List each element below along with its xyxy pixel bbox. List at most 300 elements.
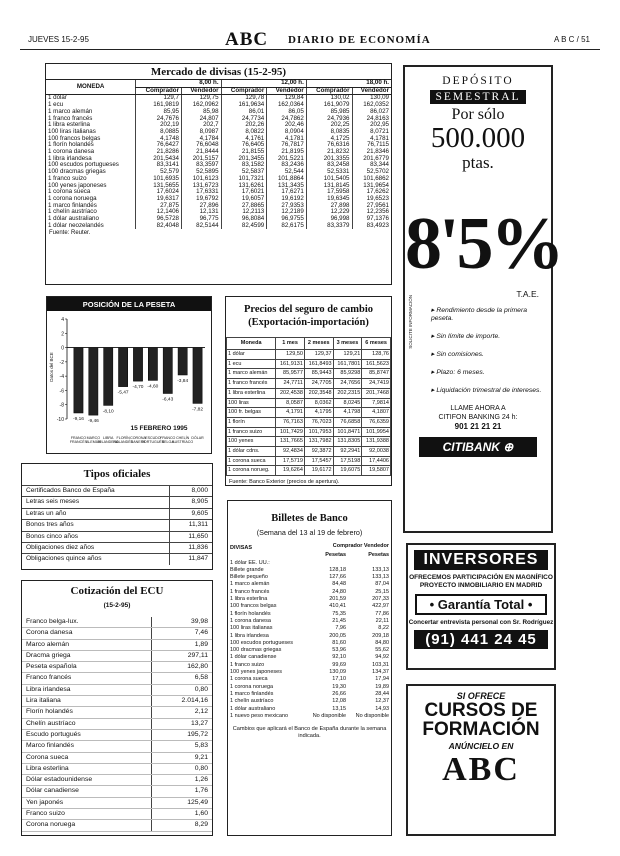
ecu-value: 2,12 <box>151 707 212 718</box>
rate-cell: 24,7656 <box>333 379 362 389</box>
rate-cell: 24,7734 <box>221 116 267 123</box>
chart-category-label: ESCUDO PORTUGUÉS <box>141 436 165 445</box>
currency-name: Corona danesa <box>22 628 151 639</box>
currency-name: 1 dólar <box>227 350 276 360</box>
rate-cell: 83,2458 <box>306 162 352 169</box>
ad-call-line1: LLAME AHORA A <box>450 405 506 412</box>
ad-bullet: ▸ Sin límite de importe. <box>431 333 501 340</box>
table-row <box>22 628 212 639</box>
rate-cell: 161,9634 <box>221 102 267 109</box>
currency-name: 100 dracmas griegas <box>48 168 106 176</box>
table-row <box>227 447 391 457</box>
table-row <box>22 617 212 628</box>
rate-name: Bonos cinco años <box>22 531 169 542</box>
rate-cell: 12,131 <box>182 209 222 216</box>
column-header: 6 meses <box>362 338 391 350</box>
rate-cell: 201,5221 <box>267 156 307 163</box>
ecu-value: 195,72 <box>151 729 212 740</box>
table-row <box>228 611 391 618</box>
rate-cell: 76,6858 <box>333 417 362 427</box>
rate-cell: 201,3355 <box>306 156 352 163</box>
sell-value: 133,13 <box>372 574 389 581</box>
exchange-insurance-source: Fuente: Banco Exterior (precios de apertura). <box>229 479 340 486</box>
ecu-value: 13,27 <box>151 718 212 729</box>
rate-cell: 24,7676 <box>136 116 182 123</box>
ecu-title: Cotización del ECU <box>70 585 164 597</box>
table-row <box>22 752 212 763</box>
column-header: 2 meses <box>304 338 333 350</box>
sell-value: 25,15 <box>375 588 389 595</box>
rate-cell: 52,5837 <box>221 169 267 176</box>
rate-cell: 131,8305 <box>333 437 362 447</box>
rate-cell: 52,544 <box>267 169 307 176</box>
chart-category-label: FRANCO BELGA <box>160 436 176 445</box>
column-header: 3 meses <box>333 338 362 350</box>
rate-cell: 92,4834 <box>276 447 305 457</box>
abc-courses-ad[interactable] <box>406 684 556 836</box>
rate-cell: 131,9388 <box>362 437 391 447</box>
rate-cell: 202,7 <box>182 122 222 129</box>
currency-name: 1 florín holandés <box>48 141 94 149</box>
currency-name: 1 franco suizo <box>230 661 265 668</box>
rate-cell: 101,6935 <box>136 176 182 183</box>
currency-name: 1 dólar canadiense <box>230 654 277 661</box>
currency-name: 1 libra esterlina <box>227 388 276 398</box>
ecu-value: 1,89 <box>151 639 212 650</box>
ecu-value: 1,60 <box>151 809 212 820</box>
currency-name: Corona sueca <box>22 752 151 763</box>
rate-cell: 8,0721 <box>352 129 391 136</box>
rate-cell: 21,8155 <box>221 149 267 156</box>
rate-cell: 4,1791 <box>276 408 305 418</box>
rate-cell: 101,6123 <box>182 176 222 183</box>
rate-cell: 21,8346 <box>352 149 391 156</box>
rate-cell: 8,0362 <box>304 398 333 408</box>
rate-cell: 131,5655 <box>136 183 182 190</box>
buy-value: 19,30 <box>332 683 347 690</box>
rate-cell: 82,6175 <box>267 223 307 230</box>
buy-value: 130,09 <box>329 669 347 676</box>
rate-cell: 52,5702 <box>352 169 391 176</box>
rate-cell: 17,5457 <box>304 456 333 466</box>
table-row <box>22 797 212 808</box>
rate-cell: 19,6264 <box>276 466 305 476</box>
rate-cell: 52,5331 <box>306 169 352 176</box>
rate-cell: 131,7982 <box>304 437 333 447</box>
rate-cell: 21,8232 <box>306 149 352 156</box>
currency-name: 1 corona sueca <box>227 456 276 466</box>
rate-cell: 97,1376 <box>352 216 391 223</box>
rate-cell: 76,6427 <box>136 142 182 149</box>
rate-name: Certificados Banco de España <box>22 486 169 497</box>
ad-bullet: ▸ Liquidación trimestral de intereses. <box>431 387 542 394</box>
col-time-12: 12,00 h. <box>221 80 306 87</box>
currency-name: 100 liras italianas <box>48 127 96 135</box>
table-row <box>22 786 212 797</box>
table-row <box>228 581 391 588</box>
rate-cell: 76,7115 <box>352 142 391 149</box>
chart-y-tick-label: 2 <box>61 331 64 338</box>
ecu-value: 125,49 <box>151 797 212 808</box>
rate-cell: 202,3548 <box>304 388 333 398</box>
sell-value: 19,89 <box>375 683 389 690</box>
chart-data-label: -4,70 <box>132 385 144 391</box>
rate-cell: 17,6024 <box>136 189 182 196</box>
inversores-title: INVERSORES <box>414 550 548 570</box>
table-row <box>22 718 212 729</box>
ecu-date: (15-2-95) <box>103 602 131 609</box>
rate-cell: 82,4599 <box>221 223 267 230</box>
col-time-8: 8,00 h. <box>136 80 221 87</box>
inversores-guarantee: • Garantía Total • <box>415 594 547 615</box>
rate-cell: 202,26 <box>221 122 267 129</box>
chart-date-label: 15 FEBRERO 1995 <box>130 425 188 432</box>
currency-name: 1 franco francés <box>227 379 276 389</box>
currency-name: Billete pequeño <box>230 574 268 581</box>
chart-data-label: -6,43 <box>162 397 174 403</box>
rate-cell: 12,2189 <box>267 209 307 216</box>
chart-data-label: -8,10 <box>102 409 114 415</box>
currency-name: 1 marco alemán <box>48 107 93 115</box>
currency-name: 1 dólar neozelandés <box>48 221 104 229</box>
chart-bar <box>163 348 172 394</box>
buy-value: No disponible <box>312 712 347 719</box>
sell-value: 133,13 <box>372 566 389 573</box>
rate-cell: 19,6057 <box>221 196 267 203</box>
rate-cell: 24,7711 <box>276 379 305 389</box>
rate-cell: 161,5623 <box>362 359 391 369</box>
table-row <box>228 676 391 683</box>
rate-cell: 86,027 <box>352 109 391 116</box>
sell-value: 209,18 <box>372 632 389 639</box>
rate-cell: 27,875 <box>136 203 182 210</box>
rate-cell: 76,6048 <box>182 142 222 149</box>
chart-y-tick-label: -10 <box>56 417 64 423</box>
currency-name: 1 ecu <box>227 359 276 369</box>
table-row <box>227 350 391 360</box>
table-row <box>22 673 212 684</box>
col-subheader: Comprador <box>306 87 352 95</box>
currency-name: Chelín austríaco <box>22 718 151 729</box>
currency-name: Libra esterlina <box>22 763 151 774</box>
ecu-value: 5,83 <box>151 741 212 752</box>
sell-value: 28,44 <box>375 690 389 697</box>
chart-category-label: DÓLAR <box>191 436 204 440</box>
ecu-value: 2.014,16 <box>151 696 212 707</box>
sell-value: 103,31 <box>372 661 389 668</box>
rate-cell: 83,2436 <box>267 162 307 169</box>
col-time-18: 18,00 h. <box>306 80 391 87</box>
ecu-value: 1,26 <box>151 775 212 786</box>
currency-name: 1 ecu <box>48 101 64 109</box>
sell-value: 8,22 <box>378 625 389 632</box>
buy-value: 99,69 <box>332 661 347 668</box>
rate-cell: 101,6862 <box>352 176 391 183</box>
rate-value: 11,847 <box>169 554 212 565</box>
rate-cell: 92,2941 <box>333 447 362 457</box>
rate-cell: 85,98 <box>182 109 222 116</box>
buy-value: 201,59 <box>329 596 347 603</box>
rate-cell: 129,84 <box>267 95 307 102</box>
chart-bar <box>89 348 98 416</box>
chart-y-tick-label: 4 <box>61 317 64 323</box>
table-row <box>22 639 212 650</box>
chart-category-label: CHELÍN AUSTRÍACO <box>172 436 194 445</box>
banknotes-col-divisas: DIVISAS <box>230 545 253 551</box>
inversores-ad[interactable] <box>406 543 556 670</box>
ad-amount: 500.000 <box>430 122 526 154</box>
ecu-value: 162,80 <box>151 662 212 673</box>
col-moneda: MONEDA <box>46 80 136 95</box>
table-row <box>228 691 391 698</box>
rate-cell: 21,8195 <box>267 149 307 156</box>
column-header: 1 mes <box>276 338 305 350</box>
table-row <box>22 684 212 695</box>
currency-name: 1 corona noruega <box>48 194 97 202</box>
buy-value: 75,35 <box>332 610 347 617</box>
buy-value: 17,10 <box>332 676 347 683</box>
rate-cell: 4,1795 <box>304 408 333 418</box>
rate-cell: 8,0904 <box>267 129 307 136</box>
buy-value: 200,05 <box>329 632 347 639</box>
currency-name: Yen japonés <box>22 797 151 808</box>
currency-name: 1 marco alemán <box>230 581 270 588</box>
table-row <box>228 574 391 581</box>
currency-name: 1 libra irlandesa <box>48 154 92 162</box>
exchange-insurance-grid <box>226 337 391 476</box>
rate-cell: 92,3872 <box>304 447 333 457</box>
currency-name: Lira italiana <box>22 696 151 707</box>
rate-cell: 27,9353 <box>267 203 307 210</box>
rate-cell: 7,9814 <box>362 398 391 408</box>
table-row <box>228 567 391 574</box>
chart-bar <box>118 348 127 387</box>
table-row <box>228 684 391 691</box>
inversores-phone[interactable]: (91) 441 24 45 <box>414 630 548 649</box>
rate-cell: 96,998 <box>306 216 352 223</box>
buy-value: 81,60 <box>332 639 347 646</box>
rate-cell: 76,6359 <box>362 417 391 427</box>
rate-cell: 17,5719 <box>276 456 305 466</box>
table-row <box>22 696 212 707</box>
currency-name: 100 yenes japoneses <box>48 181 107 189</box>
rate-cell: 24,7705 <box>304 379 333 389</box>
table-row <box>22 508 212 519</box>
citibank-ad[interactable] <box>403 65 562 533</box>
chart-category-label: LIBRA IRLANDESA <box>98 436 119 445</box>
currency-name: 1 corona sueca <box>230 676 268 683</box>
ecu-value: 6,58 <box>151 673 212 684</box>
rate-value: 11,650 <box>169 531 212 542</box>
table-row <box>227 466 391 476</box>
chart-data-label: -5,47 <box>117 390 129 396</box>
ecu-value: 297,11 <box>151 650 212 661</box>
col-subheader: Comprador <box>221 87 267 95</box>
rate-cell: 86,01 <box>221 109 267 116</box>
table-row <box>228 625 391 632</box>
rate-cell: 85,8747 <box>362 369 391 379</box>
rate-cell: 76,6405 <box>221 142 267 149</box>
ecu-value: 9,21 <box>151 752 212 763</box>
currency-name: Dólar estadounidense <box>22 775 151 786</box>
rate-cell: 96,9755 <box>267 216 307 223</box>
table-row <box>22 809 212 820</box>
chart-data-label: -7,82 <box>192 407 204 413</box>
rate-cell: 101,7953 <box>304 427 333 437</box>
ad-bullet: ▸ Rendimiento desde la primera peseta. <box>431 307 527 322</box>
rate-cell: 161,9131 <box>276 359 305 369</box>
buy-value: 24,80 <box>332 588 347 595</box>
sell-value: 84,80 <box>375 639 389 646</box>
chart-bar <box>178 348 187 375</box>
table-row <box>227 379 391 389</box>
rate-cell: 19,6075 <box>333 466 362 476</box>
table-row <box>22 497 212 508</box>
rate-cell: 131,6261 <box>221 183 267 190</box>
rate-cell: 12,2113 <box>221 209 267 216</box>
rate-cell: 85,985 <box>306 109 352 116</box>
rate-cell: 129,50 <box>276 350 305 360</box>
exchange-insurance-title: Precios del seguro de cambio (Exportación-importación) <box>243 304 374 328</box>
ecu-value: 1,76 <box>151 786 212 797</box>
table-row <box>227 398 391 408</box>
header-brand: ABC <box>225 29 269 50</box>
rate-cell: 19,6345 <box>306 196 352 203</box>
rate-value: 9,605 <box>169 508 212 519</box>
chart-y-tick-label: -2 <box>59 359 64 366</box>
peseta-chart-svg <box>47 297 211 453</box>
abc-ad-logo: ABC <box>442 751 520 788</box>
currency-name: 1 florín holandés <box>230 610 271 617</box>
ad-semestral-label: SEMESTRAL <box>430 90 525 104</box>
table-row <box>22 662 212 673</box>
buy-value: 128,18 <box>329 566 347 573</box>
rate-cell: 17,6271 <box>267 189 307 196</box>
table-row <box>22 729 212 740</box>
col-subheader: Vendedor <box>267 87 307 95</box>
banknotes-period: (Semana del 13 al 19 de febrero) <box>256 528 363 537</box>
citibank-logo: CITIBANK ⊕ <box>419 437 537 457</box>
table-row <box>228 596 391 603</box>
ad-por-solo: Por sólo <box>451 106 505 123</box>
rate-cell: 4,1807 <box>362 408 391 418</box>
rate-cell: 130,02 <box>306 95 352 102</box>
peseta-position-chart <box>46 296 212 454</box>
rate-cell: 52,5895 <box>182 169 222 176</box>
currency-name: Franco francés <box>22 673 151 684</box>
currency-name: 1 dólar australiano <box>230 705 276 712</box>
rate-cell: 19,6192 <box>267 196 307 203</box>
currency-name: 1 dólar <box>48 94 67 102</box>
rate-cell: 76,7817 <box>267 142 307 149</box>
table-row <box>228 640 391 647</box>
chart-data-label: -9,46 <box>87 419 99 425</box>
ecu-value: 39,98 <box>151 617 212 628</box>
currency-name: 1 marco finlandés <box>230 690 274 697</box>
chart-bar <box>133 348 142 382</box>
rate-cell: 101,8471 <box>333 427 362 437</box>
chart-bar <box>148 348 157 381</box>
table-row <box>228 654 391 661</box>
rate-cell: 101,9954 <box>362 427 391 437</box>
rate-cell: 12,229 <box>306 209 352 216</box>
table-row <box>227 417 391 427</box>
rate-cell: 201,7468 <box>362 388 391 398</box>
rate-value: 8,000 <box>169 486 212 497</box>
rate-cell: 202,46 <box>267 122 307 129</box>
rate-cell: 129,75 <box>182 95 222 102</box>
currency-name: 100 francos belgas <box>230 603 277 610</box>
buy-value: 410,41 <box>329 603 347 610</box>
rate-cell: 83,3141 <box>136 162 182 169</box>
rate-cell: 131,3435 <box>267 183 307 190</box>
rate-cell: 202,95 <box>352 122 391 129</box>
currency-name: 100 yenes <box>227 437 276 447</box>
table-row <box>22 520 212 531</box>
ad-phone[interactable]: 901 21 21 21 <box>454 422 502 431</box>
rate-cell: 162,0352 <box>352 102 391 109</box>
table-row <box>22 820 212 831</box>
rate-cell: 101,5405 <box>306 176 352 183</box>
table-row <box>228 669 391 676</box>
chart-y-label: Datos del BCE <box>49 352 54 382</box>
currency-name: Libra irlandesa <box>22 684 151 695</box>
rate-cell: 27,898 <box>306 203 352 210</box>
currency-name: Escudo portugués <box>22 729 151 740</box>
currency-name: 100 liras italianas <box>230 625 273 632</box>
rate-name: Obligaciones quince años <box>22 554 169 565</box>
ad-tae: T.A.E. <box>516 289 539 299</box>
currency-name: 1 corona danesa <box>48 148 95 156</box>
page-header <box>20 28 600 50</box>
sell-value: 17,94 <box>375 676 389 683</box>
rate-cell: 19,6523 <box>352 196 391 203</box>
ad-big-rate: 8'5% <box>405 203 562 285</box>
rate-cell: 27,8865 <box>221 203 267 210</box>
rate-value: 11,836 <box>169 543 212 554</box>
official-rates-table <box>21 463 213 570</box>
ecu-value: 8,29 <box>151 820 212 831</box>
chart-title: POSICIÓN DE LA PESETA <box>82 300 176 309</box>
table-row <box>22 650 212 661</box>
sell-value: 22,11 <box>375 617 389 624</box>
rate-cell: 101,7321 <box>221 176 267 183</box>
banknotes-col-buysell: Comprador Vendedor <box>332 543 389 549</box>
header-date: JUEVES 15-2-95 <box>28 35 89 44</box>
rate-cell: 162,0962 <box>182 102 222 109</box>
buy-value: 7,96 <box>335 625 347 632</box>
rate-cell: 8,0822 <box>221 129 267 136</box>
rate-cell: 21,8444 <box>182 149 222 156</box>
chart-category-label: FLORÍN HOLANDÉS <box>113 436 134 445</box>
rate-cell: 19,6172 <box>304 466 333 476</box>
ad-bullet: ▸ Sin comisiones. <box>431 351 484 358</box>
rate-cell: 19,6317 <box>136 196 182 203</box>
sell-value <box>348 560 391 567</box>
ad-bullet-list <box>405 299 551 395</box>
rate-cell: 12,1406 <box>136 209 182 216</box>
rate-cell: 202,2315 <box>333 388 362 398</box>
sell-value: 422,97 <box>372 603 389 610</box>
buy-value <box>305 560 348 567</box>
chart-bar <box>193 348 202 404</box>
rate-cell: 83,1582 <box>221 162 267 169</box>
rate-cell: 85,9443 <box>304 369 333 379</box>
currency-name: 1 franco francés <box>48 114 93 122</box>
abc-ad-line1: SI OFRECE <box>456 691 506 701</box>
currency-name: Franco suizo <box>22 809 151 820</box>
rate-cell: 202,19 <box>136 122 182 129</box>
